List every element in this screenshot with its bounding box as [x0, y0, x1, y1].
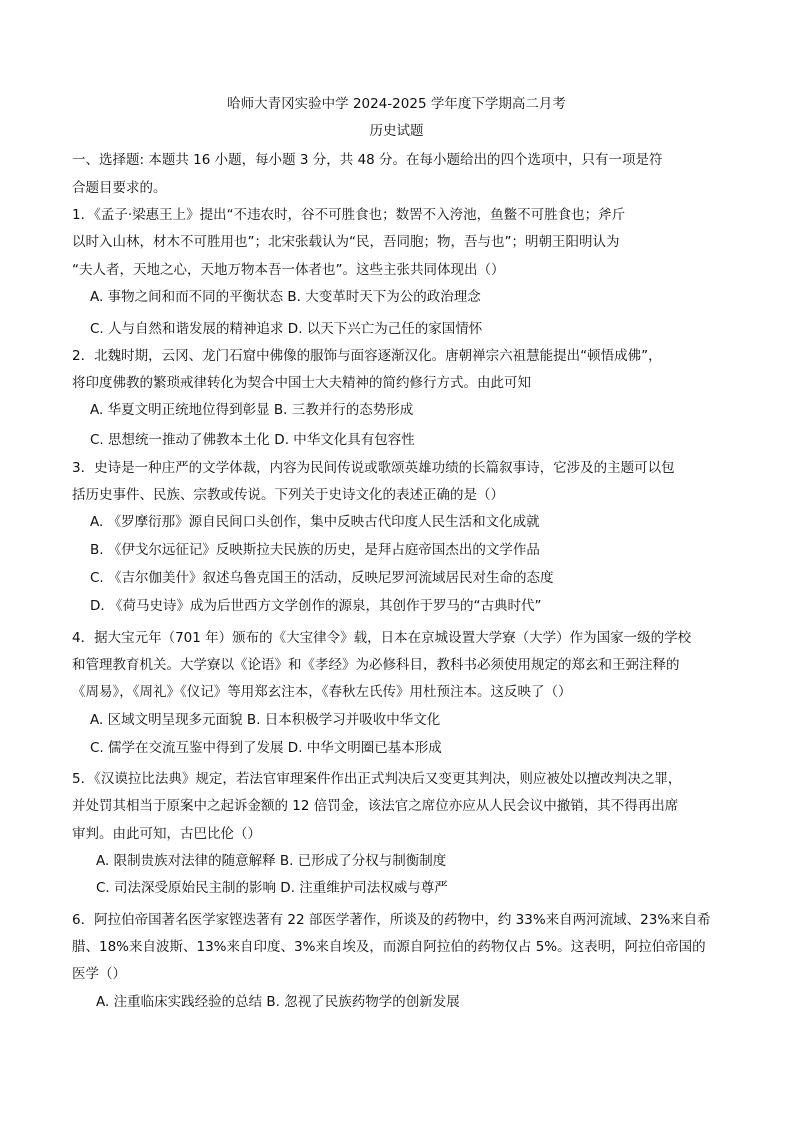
- question-stem: 和管理教育机关。大学寮以《论语》和《孝经》为必修科目，教科书必须使用规定的郑玄和王弼注释的: [72, 657, 680, 673]
- answer-option: D. 《荷马史诗》成为后世西方文学创作的源泉，其创作于罗马的“古典时代”: [90, 598, 542, 614]
- exam-subject: 历史试题: [369, 123, 424, 139]
- question-stem: 审判。由此可知，古巴比伦（）: [72, 826, 261, 842]
- answer-option: C. 司法深受原始民主制的影响 D. 注重维护司法权威与尊严: [96, 880, 448, 896]
- question-stem: 《周易》，《周礼》《仪记》等用郑玄注本，《春秋左氏传》用杜预注本。这反映了（）: [72, 684, 572, 700]
- question-stem: 6．阿拉伯帝国著名医学家铿迭著有 22 部医学著作，所谈及的药物中，约 33%来自两河流域、23%来自希: [72, 912, 711, 928]
- answer-option: A. 注重临床实践经验的总结 B. 忽视了民族药物学的创新发展: [96, 994, 460, 1010]
- answer-option: A. 限制贵族对法律的随意解释 B. 已形成了分权与制衡制度: [96, 853, 447, 869]
- answer-option: A. 区域文明呈现多元面貌 B. 日本积极学习并吸收中华文化: [90, 712, 441, 728]
- answer-option: A. 《罗摩衍那》源自民间口头创作，集中反映古代印度人民生活和文化成就: [90, 514, 540, 530]
- question-stem: 5．《汉谟拉比法典》规定，若法官审理案件作出正式判决后又变更其判决，则应被处以擅改判决之罪，: [72, 771, 682, 787]
- exam-title: 哈师大青冈实验中学 2024-2025 学年度下学期高二月考: [227, 96, 566, 112]
- question-stem: 括历史事件、民族、宗教或传说。下列关于史诗文化的表述正确的是（）: [72, 487, 504, 503]
- question-stem: 将印度佛教的繁琐戒律转化为契合中国士大夫精神的简约修行方式。由此可知: [72, 375, 531, 391]
- answer-option: B. 《伊戈尔远征记》反映斯拉夫民族的历史，是拜占庭帝国杰出的文学作品: [90, 542, 540, 558]
- question-stem: 以时入山林，材木不可胜用也”；北宋张载认为“民，吾同胞；物，吾与也”；明朝王阳明认为: [72, 234, 620, 250]
- answer-option: A. 华夏文明正统地位得到彰显 B. 三教并行的态势形成: [90, 402, 414, 418]
- answer-option: C. 人与自然和谐发展的精神追求 D. 以天下兴亡为己任的家国情怀: [90, 321, 483, 337]
- question-stem: 并处罚其相当于原案中之起诉金额的 12 倍罚金，该法官之席位亦应从人民会议中撤销，其不得再出席: [72, 798, 679, 814]
- answer-option: C. 思想统一推动了佛教本土化 D. 中华文化具有包容性: [90, 432, 415, 448]
- question-stem: 腊、18%来自波斯、13%来自印度、3%来自埃及，而源自阿拉伯的药物仅占 5%。这表明，阿拉伯帝国的: [72, 939, 706, 955]
- section-instruction-cont: 合题目要求的。: [72, 180, 167, 196]
- question-stem: 3．史诗是一种庄严的文学体裁，内容为民间传说或歌颂英雄功绩的长篇叙事诗，它涉及的主题可以包: [72, 460, 675, 476]
- answer-option: C. 儒学在交流互鉴中得到了发展 D. 中华文明圈已基本形成: [90, 740, 442, 756]
- question-stem: 医学（）: [72, 966, 126, 982]
- question-stem: 1．《孟子·梁惠王上》提出“不违农时，谷不可胜食也；数罟不入洿池，鱼鳖不可胜食也；斧斤: [72, 207, 626, 223]
- section-instruction: 一、选择题: 本题共 16 小题，每小题 3 分，共 48 分。在每小题给出的四个选项中，只有一项是符: [72, 152, 663, 168]
- question-stem: “夫人者，天地之心，天地万物本吾一体者也”。这些主张共同体现出（）: [72, 262, 505, 278]
- answer-option: A. 事物之间和而不同的平衡状态 B. 大变革时天下为公的政治理念: [90, 289, 481, 305]
- answer-option: C. 《吉尔伽美什》叙述乌鲁克国王的活动，反映尼罗河流域居民对生命的态度: [90, 570, 554, 586]
- question-stem: 2．北魏时期，云冈、龙门石窟中佛像的服饰与面容逐渐汉化。唐朝禅宗六祖慧能提出“顿悟成佛”，: [72, 348, 662, 364]
- question-stem: 4．据大宝元年（701 年）颁布的《大宝律令》载，日本在京城设置大学寮（大学）作为国家一级的学校: [72, 630, 692, 646]
